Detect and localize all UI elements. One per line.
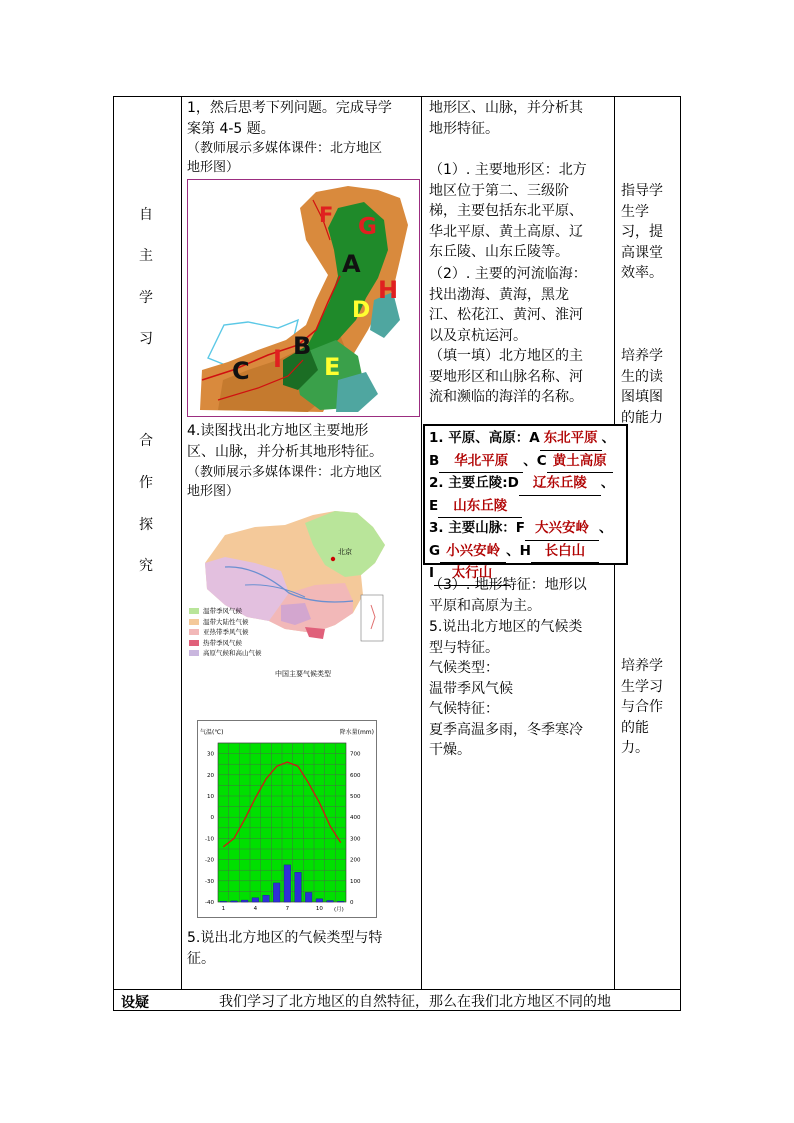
question-1: 1，然后思考下列问题。完成导学 案第 4-5 题。: [187, 100, 392, 137]
beijing-label: 北京: [338, 548, 352, 556]
precip-bar: [220, 901, 227, 902]
section-label-char: 习: [139, 331, 153, 347]
section-label-char: 合: [139, 433, 153, 449]
precip-tick-label: 700: [350, 751, 361, 758]
answer-a[interactable]: 东北平原: [540, 428, 602, 451]
answer-h[interactable]: 长白山: [531, 541, 599, 564]
north-china-terrain-map: [187, 179, 420, 417]
precip-tick-label: 100: [350, 878, 361, 885]
precip-bar: [337, 901, 344, 902]
answer-d[interactable]: 辽东丘陵: [519, 473, 601, 496]
answer-b[interactable]: 华北平原: [439, 451, 523, 474]
temp-tick-label: 30: [207, 751, 214, 758]
section-label-char: 探: [139, 517, 153, 533]
map-letter-h: H: [378, 276, 399, 304]
precip-bar: [231, 901, 238, 902]
map-letter-b: B: [293, 332, 312, 360]
answer-e[interactable]: 山东丘陵: [438, 496, 522, 519]
section-label-char: 自: [139, 207, 153, 223]
precip-bar: [284, 865, 291, 902]
precip-bar: [295, 872, 302, 902]
answer-line-hills: 2. 主要丘陵:D 辽东丘陵 、: [429, 473, 622, 496]
temp-tick-label: -30: [205, 878, 214, 885]
section-label-char: 主: [139, 248, 153, 264]
table-border-left: [113, 96, 114, 1011]
col-divider-2: [421, 96, 422, 989]
design-intent-3: 培养学 生学习 与合作 的能 力。: [621, 658, 663, 756]
precip-tick-label: 500: [350, 794, 361, 800]
main-landforms: （1）. 主要地形区：北方 地区位于第二、三级阶 梯，主要包括东北平原、 华北平原、黄土高原、辽 东丘陵、山东丘陵等。: [429, 162, 587, 260]
design-intent-2: 培养学 生的读 图填图 的能力: [621, 348, 663, 426]
fill-in-instruction: （填一填）北方地区的主 要地形区和山脉名称、河 流和濒临的海洋的名称。: [429, 348, 583, 405]
map-letter-i: I: [273, 345, 282, 373]
climate-map-caption: 中国主要气候类型: [275, 670, 331, 678]
section-label-char: 究: [139, 558, 153, 574]
temp-axis-title: 气温(℃): [200, 729, 224, 736]
table-border-top: [113, 96, 681, 97]
legend-item: 温带季风气候: [189, 606, 262, 617]
climate-chart: [197, 720, 377, 918]
climate-chart-svg: [198, 721, 376, 917]
map-letter-f: F: [319, 203, 334, 227]
answer-g[interactable]: 小兴安岭: [440, 541, 506, 564]
col3-intro: 地形区、山脉，并分析其 地形特征。: [429, 100, 583, 137]
answer-line-plains: 1. 平原、高原：A 东北平原 、: [429, 428, 622, 451]
month-tick-label: 4: [253, 906, 258, 912]
answer-line-mountains: 3. 主要山脉：F 大兴安岭 、: [429, 518, 622, 541]
precip-tick-label: 0: [350, 900, 354, 906]
answer-c[interactable]: 黄土高原: [547, 451, 613, 474]
table-border-right: [680, 96, 681, 1011]
map-letter-g: G: [358, 214, 377, 240]
climate-legend: [189, 606, 262, 659]
answer-line-mountains-3: I 太行山: [429, 563, 622, 586]
precip-bar: [252, 898, 259, 902]
precip-tick-label: 600: [350, 772, 361, 779]
question-5-left: 5.说出北方地区的气候类型与特 征。: [187, 930, 383, 967]
temp-tick-label: -10: [205, 836, 214, 843]
legend-item: 热带季风气候: [189, 638, 262, 649]
climate-answer: 气候类型： 温带季风气候 气候特征： 夏季高温多雨，冬季寒冷 干燥。: [429, 660, 583, 758]
precip-axis-title: 降水量(mm): [339, 729, 374, 736]
terrain-feature: （3）. 地形特征：地形以 平原和高原为主。: [429, 577, 587, 614]
precip-tick-label: 400: [350, 815, 361, 822]
map-letter-c: C: [232, 357, 250, 385]
temp-tick-label: 20: [207, 772, 214, 779]
legend-item: 温带大陆性气候: [189, 617, 262, 628]
precip-bar: [273, 883, 280, 902]
map-letter-d: D: [352, 298, 371, 323]
rivers-seas: （2）. 主要的河流临海： 找出渤海、黄海，黑龙 江、松花江、黄河、淮河 以及京杭运河。: [429, 266, 587, 344]
precip-bar: [263, 895, 270, 902]
temp-tick-label: -20: [205, 857, 214, 864]
section-label-char: 作: [139, 475, 153, 491]
map-letter-a: A: [342, 250, 361, 278]
precip-bar: [316, 899, 323, 902]
month-axis-title: (月): [334, 907, 344, 913]
temp-tick-label: 0: [210, 815, 214, 822]
sheyi-label: 设疑: [121, 995, 149, 1011]
teacher-note-1: （教师展示多媒体课件：北方地区 地形图）: [187, 141, 383, 175]
temp-tick-label: 10: [207, 794, 214, 800]
question-5-right: 5.说出北方地区的气候类 型与特征。: [429, 619, 583, 656]
col-divider-1: [181, 96, 182, 989]
temp-tick-label: -40: [205, 900, 214, 906]
legend-item: 亚热带季风气候: [189, 627, 262, 638]
precip-bar: [327, 901, 334, 902]
month-tick-label: 7: [285, 906, 290, 912]
answer-box: [423, 424, 628, 581]
answer-f[interactable]: 大兴安岭: [525, 518, 599, 541]
row-divider: [113, 989, 681, 990]
month-tick-label: 10: [315, 906, 323, 912]
question-4: 4.读图找出北方地区主要地形 区、山脉，并分析其地形特征。: [187, 423, 383, 460]
legend-item: 高原气候和高山气候: [189, 648, 262, 659]
answer-i[interactable]: 太行山: [434, 563, 510, 586]
map-letter-e: E: [324, 353, 341, 381]
design-intent-1: 指导学 生学 习，提 高课堂 效率。: [621, 183, 663, 281]
month-tick-label: 1: [221, 906, 226, 912]
precip-tick-label: 300: [350, 836, 361, 843]
question-setting-text: 我们学习了北方地区的自然特征，那么在我们北方地区不同的地: [219, 994, 611, 1010]
answer-line-hills-2: E 山东丘陵: [429, 496, 622, 519]
precip-bar: [241, 900, 248, 902]
precip-tick-label: 200: [350, 857, 361, 864]
precip-bar: [305, 892, 312, 902]
teacher-note-2: （教师展示多媒体课件：北方地区 地形图）: [187, 465, 383, 499]
section-label-char: 学: [139, 290, 153, 306]
answer-line-mountains-2: G 小兴安岭 、H 长白山: [429, 541, 622, 564]
answer-line-plains-2: B 华北平原 、C 黄土高原: [429, 451, 622, 474]
china-climate-map: [185, 505, 405, 685]
